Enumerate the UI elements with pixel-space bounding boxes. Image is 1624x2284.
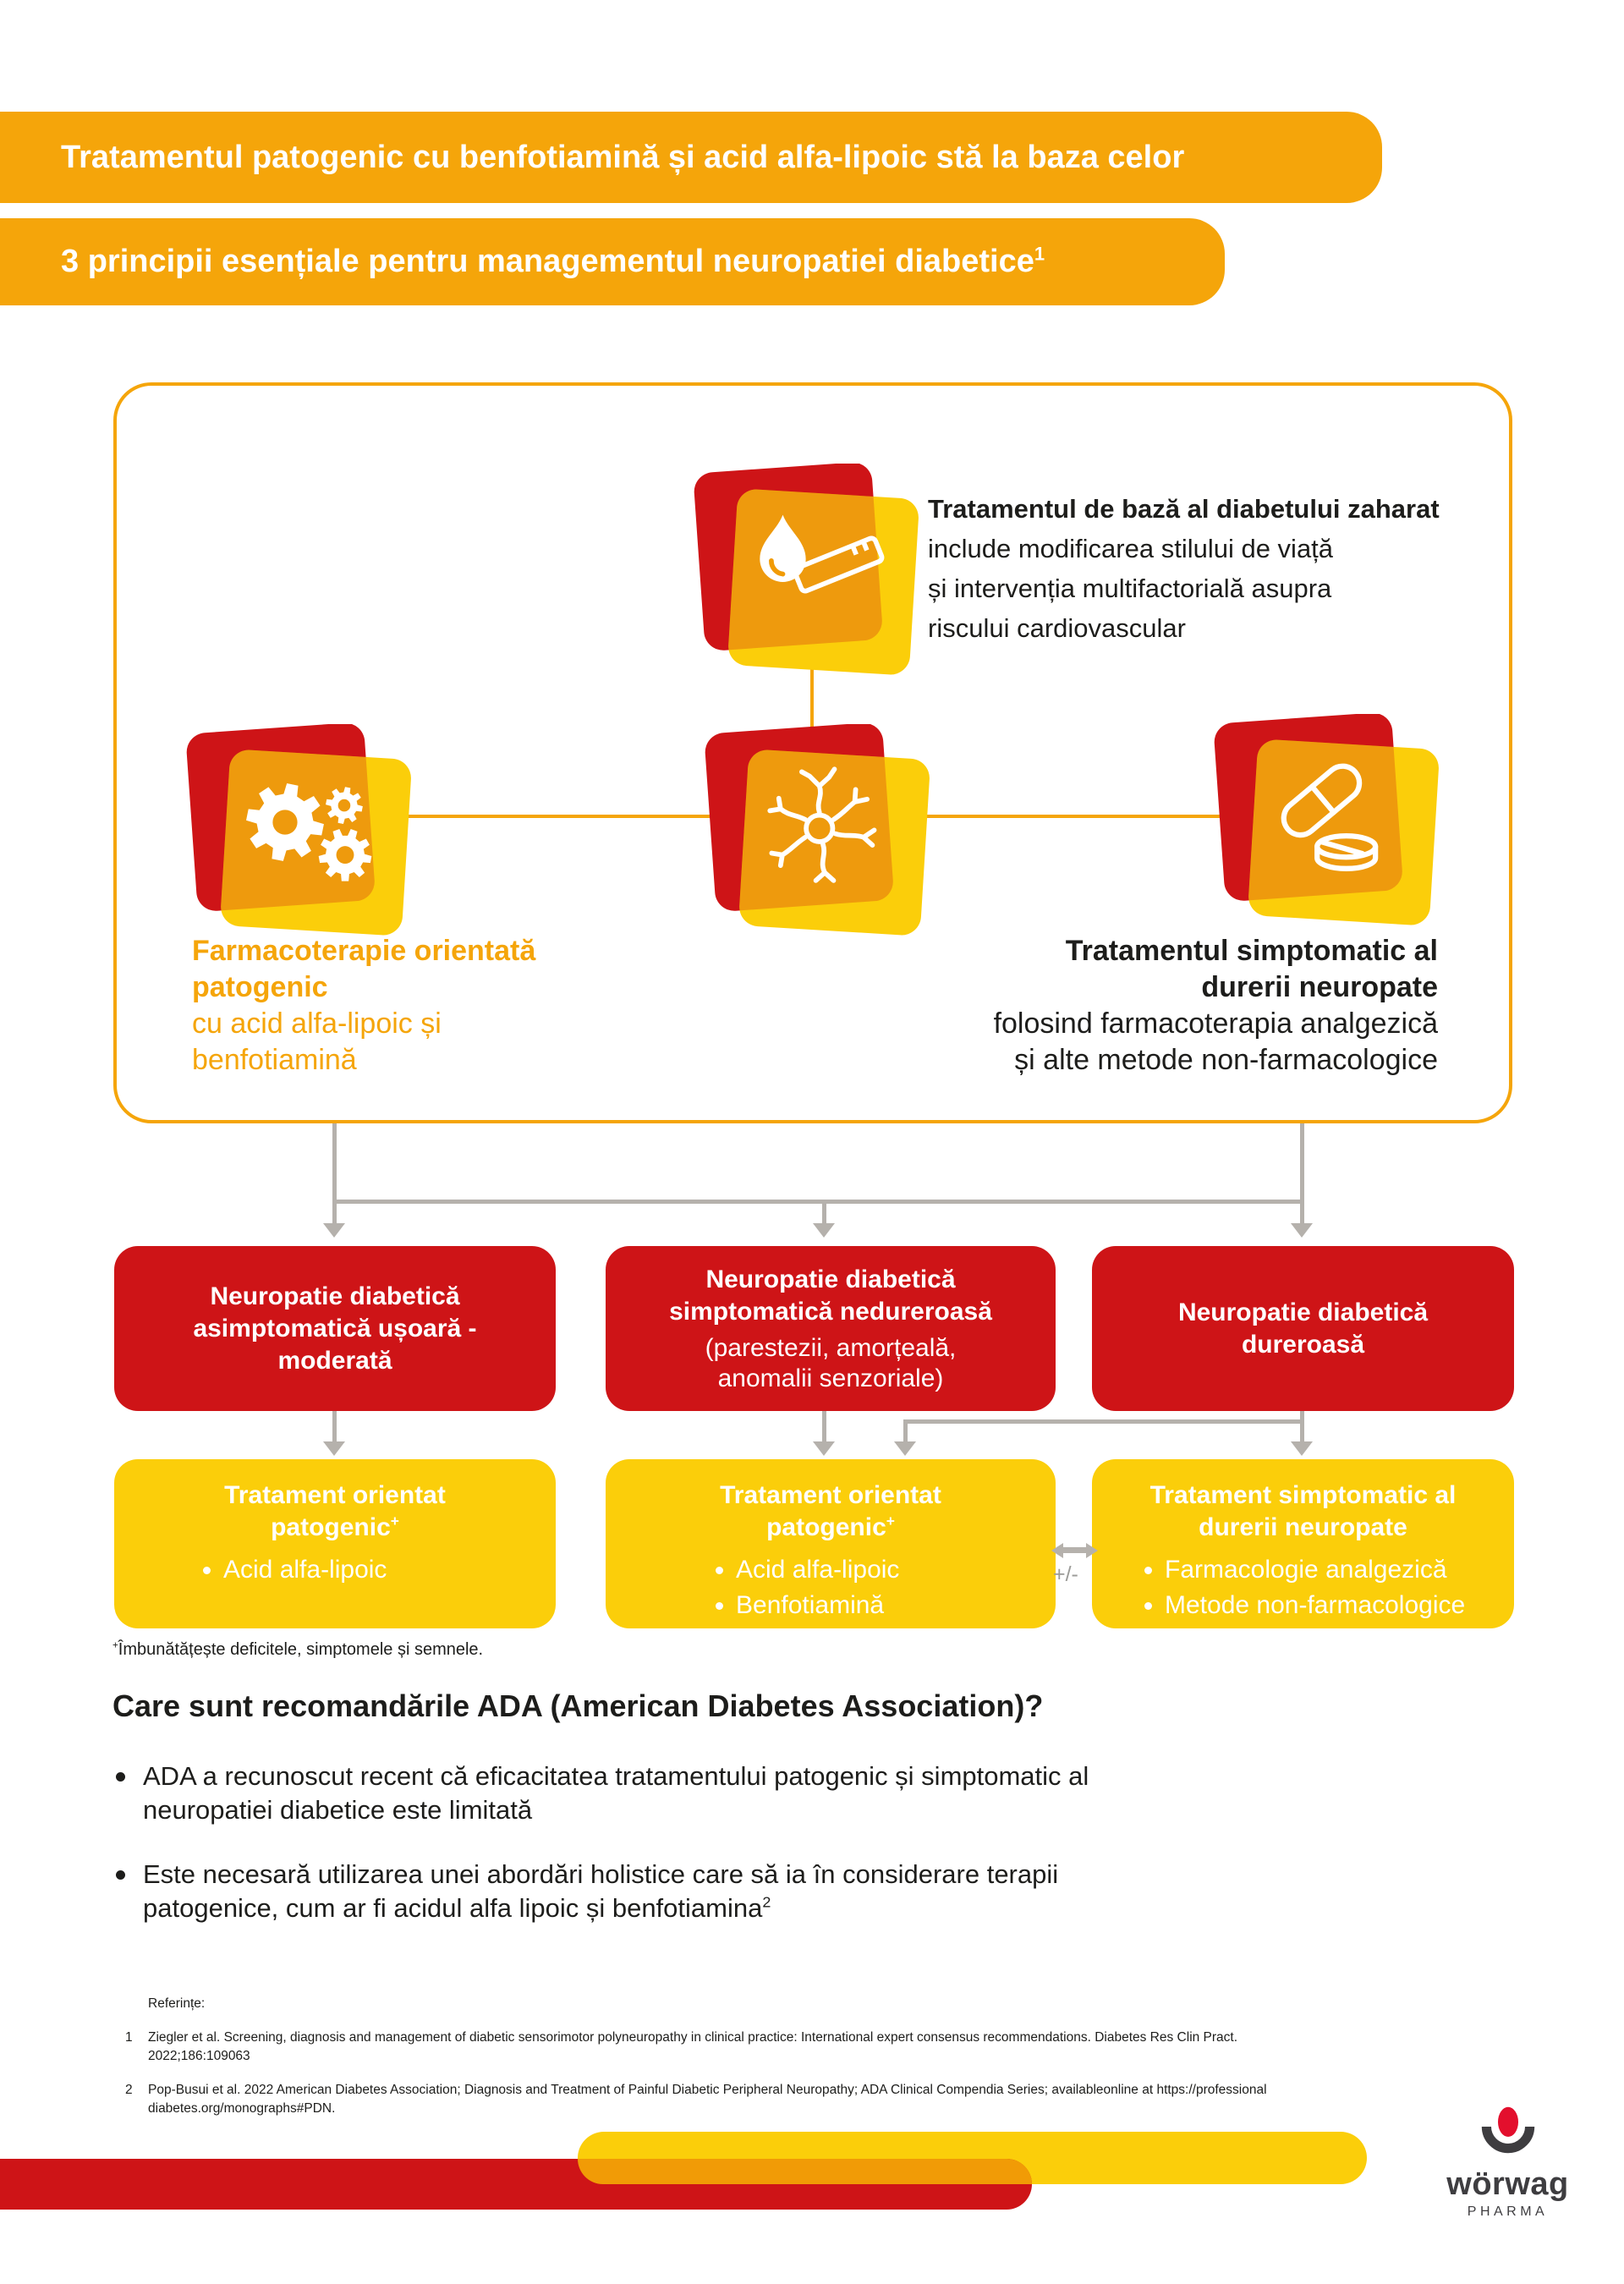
header-line-1: Tratamentul patogenic cu benfotiamină și acid alfa-lipoic stă la baza celor	[61, 139, 1185, 175]
bullet-dot-icon	[116, 1772, 125, 1782]
arrow-head-icon	[894, 1441, 916, 1456]
arrow-head-icon	[1291, 1223, 1313, 1238]
red-box-asymptomatic: Neuropatie diabetică asimptomatică ușoară - moderată	[114, 1246, 556, 1411]
bullet-dot-icon	[116, 1870, 125, 1880]
arrow-head-right-icon	[1086, 1543, 1098, 1558]
symptomatic-treatment-text: Tratamentul simptomatic al durerii neuropate folosind farmacoterapia analgezică și alte metode non-farmacologice	[993, 935, 1438, 1076]
arrow-head-left-icon	[1051, 1543, 1063, 1558]
plus-minus-label: +/-	[1053, 1562, 1078, 1586]
red-box-symptomatic-painless: Neuropatie diabetică simptomatică nedureroasă (parestezii, amorțeală, anomalii senzoriale)	[606, 1246, 1056, 1411]
header-ref-sup: 1	[1034, 243, 1045, 265]
basic-treatment-title: Tratamentul de bază al diabetului zaharat	[928, 494, 1440, 524]
logo-name: wörwag	[1446, 2166, 1569, 2202]
treatment-item: Acid alfa-lipoic	[203, 1552, 556, 1588]
logo-subtitle: PHARMA	[1467, 2204, 1549, 2219]
arrow-stem	[822, 1411, 826, 1441]
treatment-item: Benfotiamină	[716, 1588, 1056, 1623]
arrow-head-icon	[1291, 1441, 1313, 1456]
reference-item: 2 Pop-Busui et al. 2022 American Diabetes Association; Diagnosis and Treatment of Painful Diabetic Peripheral Neuropathy; ADA Clinical Compendia Series; availableonline at https://professional diabetes.org/monographs#PDN.	[125, 2083, 1267, 2116]
yellow-box-pathogenic-2: Tratament orientat patogenic+ Acid alfa-lipoic Benfotiamină	[606, 1459, 1056, 1628]
header-bar-1	[0, 112, 1382, 203]
red-box-painful: Neuropatie diabetică dureroasă	[1092, 1246, 1514, 1411]
arrow-head-icon	[323, 1441, 345, 1456]
card-neuropathy	[705, 724, 943, 942]
ada-bullet-1: ADA a recunoscut recent că eficacitatea tratamentului patogenic și simptomatic al neuropatiei diabetice este limitată	[112, 1760, 1089, 1827]
arrow-head-icon	[323, 1223, 345, 1238]
arrow-stem	[332, 1123, 337, 1223]
card-pathogenic-pharmacotherapy	[186, 724, 425, 942]
ada-heading: Care sunt recomandările ADA (American Diabetes Association)?	[112, 1688, 1044, 1723]
references	[125, 1995, 1332, 2118]
arrow-stem	[903, 1419, 908, 1441]
arrow-stem	[822, 1201, 826, 1223]
pathogenic-pharmacotherapy-text: Farmacoterapie orientată patogenic cu acid alfa-lipoic și benfotiamină	[192, 935, 536, 1076]
arrow-branch	[903, 1419, 1304, 1424]
plus-minus-arrow	[1061, 1547, 1088, 1553]
ada-bullets	[112, 1760, 1089, 1956]
footnote: +Îmbunătățește deficitele, simptomele și semnele.	[112, 1639, 484, 1659]
card-basic-treatment	[694, 464, 932, 681]
arrow-stem	[1300, 1123, 1304, 1223]
yellow-box-pathogenic-1: Tratament orientat patogenic+ Acid alfa-lipoic	[114, 1459, 556, 1628]
company-logo	[1438, 2106, 1577, 2220]
arrow-stem	[1300, 1411, 1304, 1441]
card-symptomatic-treatment	[1214, 714, 1452, 931]
treatment-item: Acid alfa-lipoic	[716, 1552, 1056, 1588]
basic-treatment-text: Tratamentul de bază al diabetului zaharat include modificarea stilului de viață și intervenția multifactorială asupra riscului cardiovascular	[928, 489, 1440, 648]
treatment-item: Metode non-farmacologice	[1144, 1588, 1514, 1623]
header-bar-2	[0, 218, 1225, 305]
worwag-logo-mark-icon	[1468, 2106, 1549, 2160]
treatment-item: Farmacologie analgezică	[1144, 1552, 1514, 1588]
arrow-head-icon	[813, 1441, 835, 1456]
header-line-2: 3 principii esențiale pentru managementul neuropatiei diabetice$^1$	[61, 243, 1045, 279]
reference-item: 1 Ziegler et al. Screening, diagnosis and management of diabetic sensorimotor polyneuropathy in clinical practice: International expert consensus recommendations. Diabetes Res Clin Pract. 2022;186:109063	[125, 2030, 1238, 2063]
ada-bullet-2: Este necesară utilizarea unei abordări holistice care să ia în considerare terapii patogenice, cum ar fi acidul alfa lipoic și benfotiamina$^2$	[112, 1858, 1089, 1925]
references-label: Referințe:	[148, 1996, 206, 2011]
arrow-stem	[332, 1411, 337, 1441]
arrow-head-icon	[813, 1223, 835, 1238]
footer-overlap-bar	[578, 2159, 1032, 2184]
yellow-box-symptomatic: Tratament simptomatic al durerii neuropate Farmacologie analgezică Metode non-farmacologice	[1092, 1459, 1514, 1628]
arrow-crossbar	[332, 1200, 1304, 1204]
